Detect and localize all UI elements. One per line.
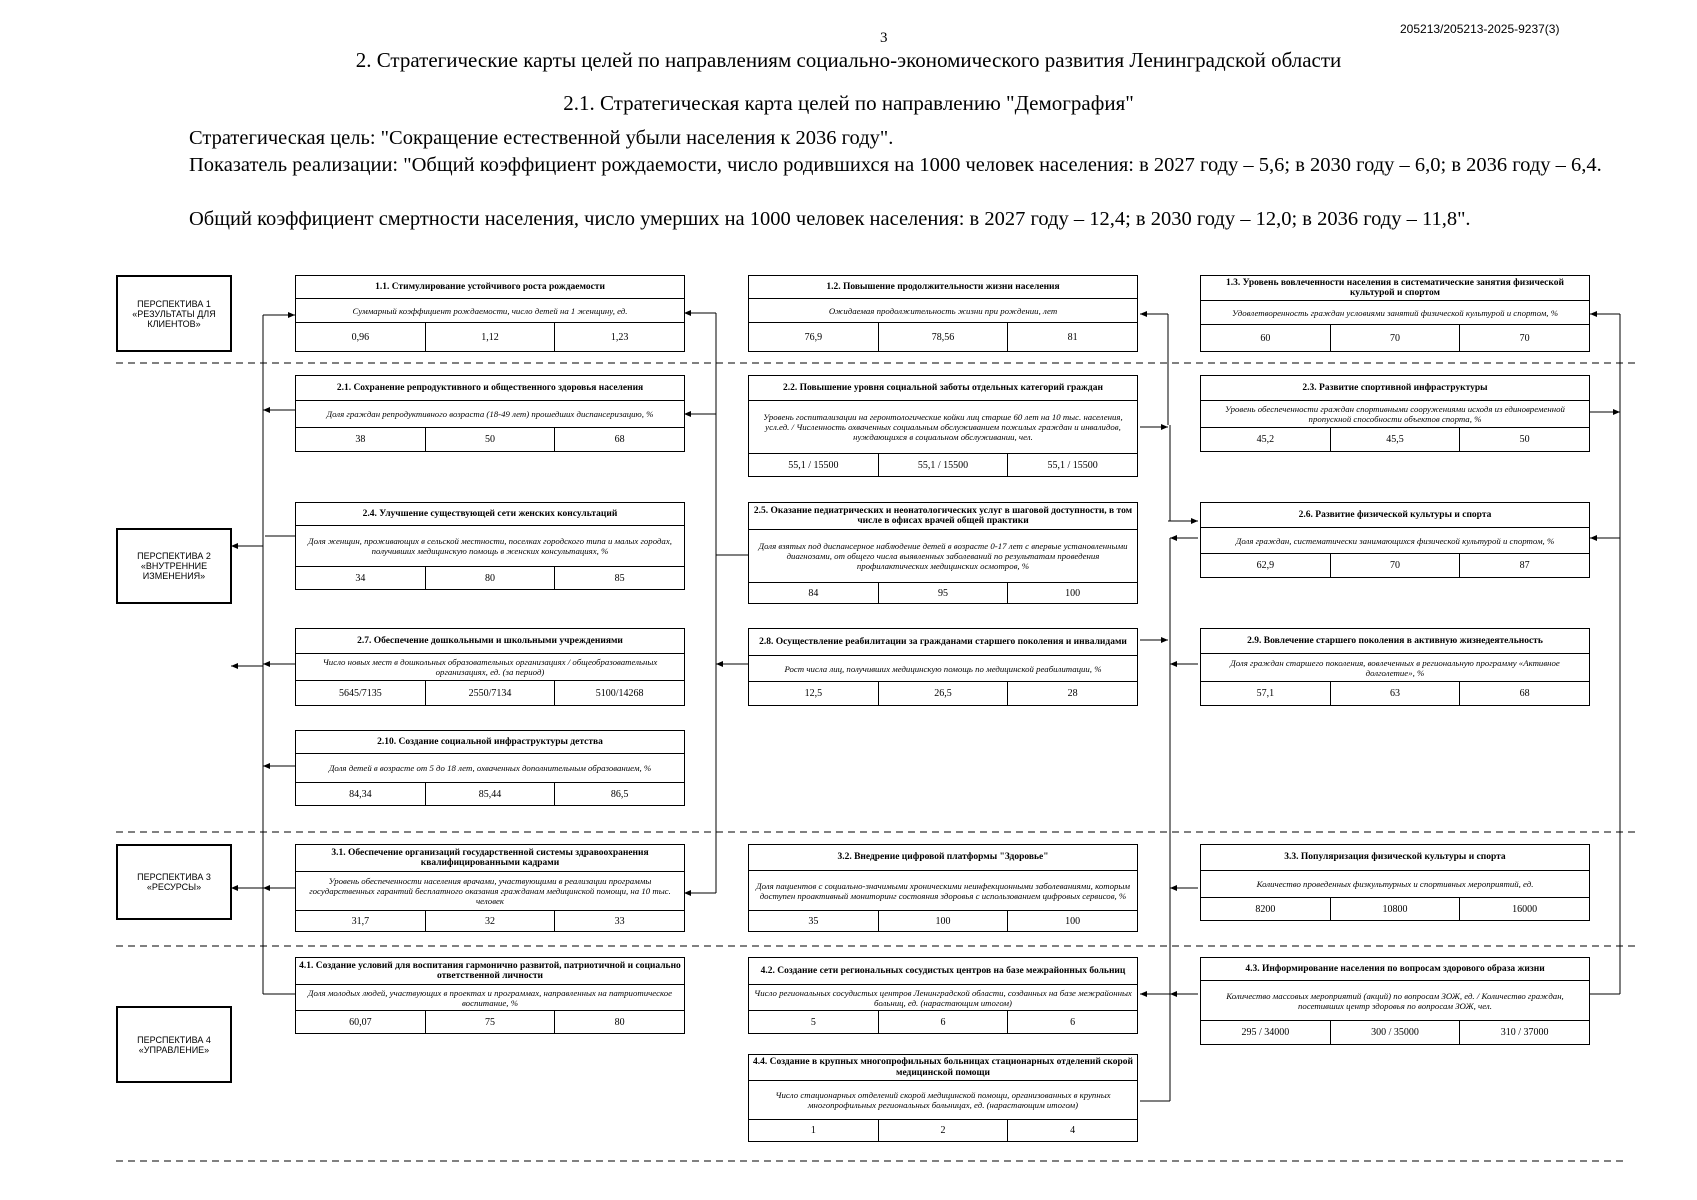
goal-value-2027: 5645/7135 (338, 687, 382, 699)
goal-title: 4.3. Информирование населения по вопросам здорового образа жизни (1201, 958, 1589, 981)
goal-value-2030: 26,5 (878, 682, 1008, 705)
goal-value-2036: 5100/14268 (554, 681, 684, 705)
goal-value-2036: 100 (1007, 911, 1137, 931)
perspective-1-box: ПЕРСПЕКТИВА 1 «РЕЗУЛЬТАТЫ ДЛЯ КЛИЕНТОВ» (116, 275, 232, 352)
goal-2-6-box (1200, 502, 1590, 578)
goal-value-2030: 70 (1330, 554, 1460, 577)
goal-title: 3.2. Внедрение цифровой платформы "Здоровье" (749, 845, 1137, 871)
goal-indicator: Уровень обеспеченности граждан спортивными сооружениями исходя из единовременной пропускной способности объектов спорта, % (1201, 401, 1589, 428)
goal-2-3-box (1200, 375, 1590, 452)
goal-3-3-box (1200, 844, 1590, 921)
goal-value-2036: 100 (1007, 583, 1137, 603)
goal-4-4-box (748, 1054, 1138, 1142)
goal-title: 2.10. Создание социальной инфраструктуры детства (296, 731, 684, 754)
goal-2-2-box (748, 375, 1138, 477)
goal-value-2036: 80 (554, 1011, 684, 1033)
goal-1-3-box (1200, 275, 1590, 352)
page-heading: 2. Стратегические карты целей по направлениям социально-экономического развития Ленинградской области (355, 48, 1342, 72)
goal-value-2030: 78,56 (878, 323, 1008, 351)
goal-value-2036: 68 (554, 428, 684, 451)
goal-value-2030: 63 (1330, 682, 1460, 705)
goal-value-2036: 1,23 (554, 323, 684, 351)
goal-value-2036: 28 (1007, 682, 1137, 705)
goal-value-2027: 60,07 (349, 1016, 372, 1028)
goal-value-2030: 1,12 (425, 323, 555, 351)
goal-value-2027: 295 / 34000 (1241, 1027, 1290, 1038)
goal-title: 3.1. Обеспечение организаций государственной системы здравоохранения квалифицированными кадрами (296, 845, 684, 872)
goal-indicator: Доля граждан старшего поколения, вовлеченных в региональную программу «Активное долголетие», % (1201, 654, 1589, 682)
goal-title: 3.3. Популяризация физической культуры и спорта (1201, 845, 1589, 871)
goal-value-2036: 55,1 / 15500 (1007, 454, 1137, 476)
goal-2-7-box (295, 628, 685, 706)
goal-value-2030: 10800 (1330, 898, 1460, 920)
goal-value-2036: 6 (1007, 1011, 1137, 1033)
goal-title: 2.8. Осуществление реабилитации за гражданами старшего поколения и инвалидами (749, 629, 1137, 656)
goal-indicator: Доля детей в возрасте от 5 до 18 лет, охваченных дополнительным образованием, % (296, 754, 684, 783)
goal-4-2-box (748, 957, 1138, 1034)
goal-value-2036: 33 (554, 911, 684, 931)
goal-indicator: Число региональных сосудистых центров Ленинградской области, созданных на базе межрайонных больниц, ед. (нарастающим итогом) (749, 985, 1137, 1011)
goal-value-2030: 75 (425, 1011, 555, 1033)
goal-title: 2.1. Сохранение репродуктивного и общественного здоровья населения (296, 376, 684, 401)
goal-indicator: Доля молодых людей, участвующих в проектах и программах, направленных на патриотическое воспитание, % (296, 985, 684, 1011)
goal-4-3-box (1200, 957, 1590, 1045)
goal-indicator: Рост числа лиц, получивших медицинскую помощь по медицинской реабилитации, % (749, 656, 1137, 682)
goal-4-1-box (295, 957, 685, 1034)
goal-indicator: Доля граждан репродуктивного возраста (18-49 лет) прошедших диспансеризацию, % (296, 401, 684, 428)
goal-value-2036: 68 (1459, 682, 1589, 705)
goal-value-2027: 5 (810, 1016, 816, 1028)
goal-value-2036: 4 (1007, 1120, 1137, 1141)
goal-value-2027: 62,9 (1256, 560, 1275, 571)
goal-value-2027: 0,96 (351, 331, 370, 343)
goal-value-2027: 38 (355, 434, 366, 445)
goal-value-2036: 81 (1007, 323, 1137, 351)
goal-indicator: Удовлетворенность граждан условиями занятий физической культурой и спортом, % (1201, 301, 1589, 325)
goal-value-2027: 45,2 (1256, 434, 1275, 445)
goal-1-1-box (295, 275, 685, 352)
goal-title: 2.2. Повышение уровня социальной заботы отдельных категорий граждан (749, 376, 1137, 401)
goal-2-10-box (295, 730, 685, 806)
goal-value-2027: 35 (808, 915, 819, 927)
goal-value-2030: 50 (425, 428, 555, 451)
perspective-4-box: ПЕРСПЕКТИВА 4 «УПРАВЛЕНИЕ» (116, 1006, 232, 1083)
goal-2-5-box (748, 502, 1138, 604)
goal-value-2036: 70 (1459, 325, 1589, 351)
strategic-goal-text: Стратегическая цель: "Сокращение естественной убыли населения к 2036 году". (189, 127, 894, 149)
goal-value-2027: 34 (355, 572, 366, 584)
goal-indicator: Доля взятых под диспансерное наблюдение детей в возрасте 0-17 лет с впервые установленными диагнозами, от общего числа выявленных заболеваний по результатам проведения профилактических медицинских осмотров, % (749, 530, 1137, 583)
goal-3-2-box (748, 844, 1138, 932)
perspective-2-box: ПЕРСПЕКТИВА 2 «ВНУТРЕННИЕ ИЗМЕНЕНИЯ» (116, 528, 232, 604)
goal-value-2030: 6 (878, 1011, 1008, 1033)
indicator-mortality-text: Общий коэффициент смертности населения, число умерших на 1000 человек населения: в 2027 году – 12,4; в 2030 году – 12,0; в 2036 году – 11,8". (189, 208, 1471, 230)
goal-3-1-box (295, 844, 685, 932)
goal-value-2036: 310 / 37000 (1459, 1021, 1589, 1044)
goal-indicator: Уровень обеспеченности населения врачами, участвующими в реализации программы государственных гарантий бесплатного оказания гражданам медицинской помощи, на 10 тыс. человек (296, 872, 684, 911)
goal-title: 2.5. Оказание педиатрических и неонатологических услуг в шаговой доступности, в том числе в офисах врачей общей практики (749, 503, 1137, 530)
goal-title: 1.2. Повышение продолжительности жизни населения (749, 276, 1137, 299)
goal-indicator: Доля женщин, проживающих в сельской местности, поселках городского типа и малых городах, получивших медицинскую помощь в женских консультациях, % (296, 526, 684, 567)
perspective-3-box: ПЕРСПЕКТИВА 3 «РЕСУРСЫ» (116, 844, 232, 920)
goal-2-4-box (295, 502, 685, 590)
goal-value-2036: 50 (1459, 428, 1589, 451)
goal-2-8-box (748, 628, 1138, 706)
indicator-birthrate-text: Показатель реализации: "Общий коэффициент рождаемости, число родившихся на 1000 человек населения: в 2027 году – 5,6; в 2030 году – 6,0; в 2036 году – 6,4. (189, 154, 1602, 176)
goal-value-2027: 84,34 (349, 788, 372, 800)
goal-value-2027: 76,9 (804, 331, 823, 343)
goal-value-2030: 45,5 (1330, 428, 1460, 451)
goal-indicator: Число стационарных отделений скорой медицинской помощи, организованных в крупных многопрофильных региональных больницах, ед. (нарастающим итогом) (749, 1081, 1137, 1120)
goal-value-2027: 55,1 / 15500 (788, 459, 839, 471)
goal-2-9-box (1200, 628, 1590, 706)
goal-value-2030: 2 (878, 1120, 1008, 1141)
goal-title: 2.4. Улучшение существующей сети женских консультаций (296, 503, 684, 526)
goal-value-2030: 32 (425, 911, 555, 931)
goal-indicator: Уровень госпитализации на геронтологические койки лиц старше 60 лет на 10 тыс. населения, усл.ед. / Численность охваченных социальным обслуживанием пожилых граждан и инвалидов, нуждающихся в социальном обслуживании, чел. (749, 401, 1137, 454)
goal-value-2030: 300 / 35000 (1330, 1021, 1460, 1044)
goal-title: 4.1. Создание условий для воспитания гармонично развитой, патриотичной и социально ответственной личности (296, 958, 684, 985)
document-id: 205213/205213-2025-9237(3) (1400, 22, 1560, 36)
goal-value-2030: 95 (878, 583, 1008, 603)
goal-indicator: Количество массовых мероприятий (акций) по вопросам ЗОЖ, ед. / Количество граждан, посетивших центр здоровья по вопросам ЗОЖ, чел. (1201, 981, 1589, 1021)
goal-title: 4.2. Создание сети региональных сосудистых центров на базе межрайонных больниц (749, 958, 1137, 985)
goal-value-2027: 84 (808, 587, 819, 599)
goal-value-2036: 86,5 (554, 783, 684, 805)
goal-title: 2.6. Развитие физической культуры и спорта (1201, 503, 1589, 528)
goal-value-2030: 70 (1330, 325, 1460, 351)
goal-title: 1.1. Стимулирование устойчивого роста рождаемости (296, 276, 684, 299)
goal-value-2027: 12,5 (804, 688, 823, 699)
page-number: 3 (880, 30, 888, 46)
page-subheading: 2.1. Стратегическая карта целей по направлению "Демография" (563, 91, 1134, 115)
goal-value-2036: 85 (554, 567, 684, 589)
goal-indicator: Количество проведенных физкультурных и спортивных мероприятий, ед. (1201, 871, 1589, 898)
goal-value-2030: 85,44 (425, 783, 555, 805)
goal-value-2036: 87 (1459, 554, 1589, 577)
goal-2-1-box (295, 375, 685, 452)
goal-title: 2.9. Вовлечение старшего поколения в активную жизнедеятельность (1201, 629, 1589, 654)
goal-title: 1.3. Уровень вовлеченности населения в систематические занятия физической культурой и спортом (1201, 276, 1589, 301)
goal-value-2030: 100 (878, 911, 1008, 931)
goal-indicator: Доля граждан, систематически занимающихся физической культурой и спортом, % (1201, 528, 1589, 554)
goal-title: 4.4. Создание в крупных многопрофильных больницах стационарных отделений скорой медицинской помощи (749, 1055, 1137, 1081)
goal-value-2030: 80 (425, 567, 555, 589)
goal-indicator: Доля пациентов с социально-значимыми хроническими неинфекционными заболеваниями, которым доступен проактивный мониторинг состояния здоровья с использованием цифровых сервисов, % (749, 871, 1137, 911)
goal-indicator: Ожидаемая продолжительность жизни при рождении, лет (749, 299, 1137, 323)
goal-title: 2.3. Развитие спортивной инфраструктуры (1201, 376, 1589, 401)
goal-value-2036: 16000 (1459, 898, 1589, 920)
goal-value-2027: 60 (1260, 332, 1271, 344)
goal-1-2-box (748, 275, 1138, 352)
goal-value-2027: 8200 (1255, 903, 1276, 915)
goal-value-2027: 31,7 (351, 915, 370, 927)
goal-indicator: Число новых мест в дошкольных образовательных организациях / общеобразовательных организациях, ед. (за период) (296, 654, 684, 681)
goal-indicator: Суммарный коэффициент рождаемости, число детей на 1 женщину, ед. (296, 299, 684, 323)
goal-value-2027: 57,1 (1256, 688, 1275, 699)
goal-value-2030: 55,1 / 15500 (878, 454, 1008, 476)
goal-title: 2.7. Обеспечение дошкольными и школьными учреждениями (296, 629, 684, 654)
goal-value-2027: 1 (810, 1125, 816, 1136)
goal-value-2030: 2550/7134 (425, 681, 555, 705)
